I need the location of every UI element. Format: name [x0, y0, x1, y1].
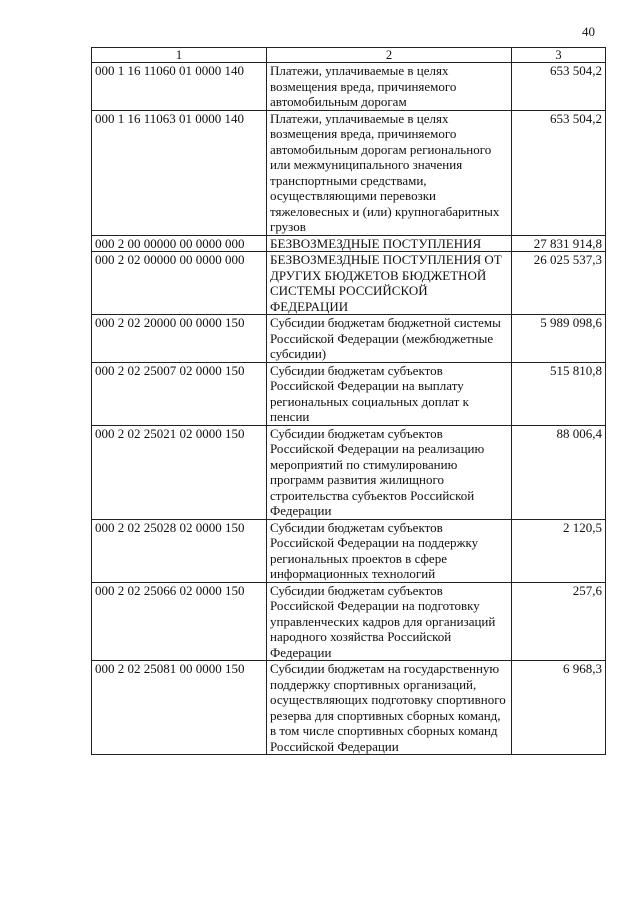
budget-code-cell: 000 2 02 25028 02 0000 150: [92, 519, 267, 582]
table-row: [92, 582, 606, 661]
amount-cell: 6 968,3: [512, 661, 606, 755]
revenue-name-cell: Субсидии бюджетам субъектов Российской Федерации на подготовку управленческих кадров для организаций народного хозяйства Российской Федерации: [267, 582, 512, 661]
budget-code-cell: 000 1 16 11063 01 0000 140: [92, 110, 267, 235]
budget-code-cell: 000 2 02 20000 00 0000 150: [92, 315, 267, 363]
table-row: [92, 63, 606, 111]
budget-code-cell: 000 2 00 00000 00 0000 000: [92, 235, 267, 252]
amount-cell: 26 025 537,3: [512, 252, 606, 315]
revenue-name-cell: БЕЗВОЗМЕЗДНЫЕ ПОСТУПЛЕНИЯ ОТ ДРУГИХ БЮДЖЕТОВ БЮДЖЕТНОЙ СИСТЕМЫ РОССИЙСКОЙ ФЕДЕРАЦИИ: [267, 252, 512, 315]
page-number: 40: [582, 24, 595, 39]
table-row: [92, 425, 606, 519]
revenue-name-cell: Платежи, уплачиваемые в целях возмещения вреда, причиняемого автомобильным дорогам регионального или межмуниципального значения транспортными средствами, осуществляющими перевозки тяжеловесных и (или) крупногабаритных грузов: [267, 110, 512, 235]
amount-cell: 515 810,8: [512, 362, 606, 425]
column-header-amount: 3: [512, 48, 606, 63]
revenue-name-cell: Субсидии бюджетам субъектов Российской Федерации на реализацию мероприятий по стимулированию программ развития жилищного строительства субъектов Российской Федерации: [267, 425, 512, 519]
budget-code-cell: 000 2 02 25007 02 0000 150: [92, 362, 267, 425]
revenue-name-cell: БЕЗВОЗМЕЗДНЫЕ ПОСТУПЛЕНИЯ: [267, 235, 512, 252]
table-header-row: [92, 48, 606, 63]
budget-code-cell: 000 1 16 11060 01 0000 140: [92, 63, 267, 111]
revenue-name-cell: Субсидии бюджетам субъектов Российской Федерации на выплату региональных социальных доплат к пенсии: [267, 362, 512, 425]
column-header-code: 1: [92, 48, 267, 63]
budget-revenue-table: [91, 47, 606, 755]
amount-cell: 653 504,2: [512, 63, 606, 111]
revenue-name-cell: Платежи, уплачиваемые в целях возмещения вреда, причиняемого автомобильным дорогам: [267, 63, 512, 111]
budget-code-cell: 000 2 02 25021 02 0000 150: [92, 425, 267, 519]
revenue-name-cell: Субсидии бюджетам бюджетной системы Российской Федерации (межбюджетные субсидии): [267, 315, 512, 363]
budget-code-cell: 000 2 02 00000 00 0000 000: [92, 252, 267, 315]
amount-cell: 653 504,2: [512, 110, 606, 235]
amount-cell: 88 006,4: [512, 425, 606, 519]
budget-code-cell: 000 2 02 25066 02 0000 150: [92, 582, 267, 661]
table-row: [92, 315, 606, 363]
amount-cell: 2 120,5: [512, 519, 606, 582]
table-row: [92, 252, 606, 315]
table-row: [92, 110, 606, 235]
budget-code-cell: 000 2 02 25081 00 0000 150: [92, 661, 267, 755]
table-row: [92, 519, 606, 582]
table-row: [92, 661, 606, 755]
revenue-name-cell: Субсидии бюджетам субъектов Российской Федерации на поддержку региональных проектов в сфере информационных технологий: [267, 519, 512, 582]
table-row: [92, 235, 606, 252]
table-row: [92, 362, 606, 425]
column-header-name: 2: [267, 48, 512, 63]
amount-cell: 5 989 098,6: [512, 315, 606, 363]
amount-cell: 257,6: [512, 582, 606, 661]
amount-cell: 27 831 914,8: [512, 235, 606, 252]
revenue-name-cell: Субсидии бюджетам на государственную поддержку спортивных организаций, осуществляющих подготовку спортивного резерва для спортивных сборных команд, в том числе спортивных сборных команд Российской Федерации: [267, 661, 512, 755]
